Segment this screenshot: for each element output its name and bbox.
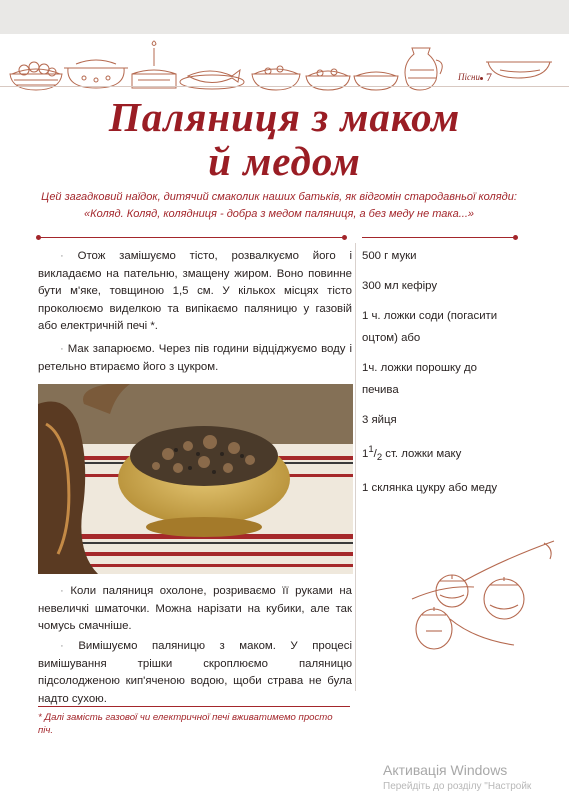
title-line-2: й медом [208,138,361,184]
page-top-border [0,0,569,34]
recipe-title [0,95,569,183]
header-rule [0,86,569,87]
windows-activation-title: Активація Windows [383,762,508,778]
ingredient-item: 500 г муки [362,250,417,262]
divider-left [38,237,343,238]
step-paragraph: · Мак запарюємо. Через пів години відціджуємо воду і ретельно втираємо його з цукром. [38,343,352,373]
poppy-sketch [404,519,564,674]
divider-dot-middle [342,235,347,240]
ingredients-list [362,245,512,507]
kitchenware-sketch [0,34,569,92]
ingredient-item: 1ч. ложки порошку до печива [362,362,477,396]
ingredient-item-fraction: $1^1/_2$ ст. ложки маку [362,444,462,464]
divider-right [362,237,516,238]
ingredient-item: 1 склянка цукру або меду [362,482,498,495]
footnote: * Далі замість газової чи електричної печі вживатимемо просто піч. [38,712,333,736]
dish-photo-illustration [38,384,353,574]
footnote-rule [38,706,350,707]
title-line-1: Паляниця з маком [108,94,461,140]
page-number: 7 [486,70,492,84]
column-separator [355,243,356,691]
windows-activation-subtitle: Перейдіть до розділу "Настройк [383,781,532,792]
step-paragraph: · Отож замішуємо тісто, розвалкуємо його і викладаємо на пательню, змащену жиром. Воно повинне бути м'яке, товщиною 1,5 см. У кількох місцях тісто проколюємо виделкою та випікаємо паляницю у газовій або електричній печі *. [38,250,352,333]
step-paragraph: · Вимішуємо паляницю з маком. У процесі вимішування трішки скроплюємо паляницю підсолодженою кип'яченою водою, щоби страва не була надто сухою. [38,640,352,705]
ingredient-item: 300 мл кефіру [362,280,438,292]
step-paragraph: · Коли паляниця охолоне, розриваємо її руками на невеличкі шматочки. Можна нарізати на кубики, але так чомусь смачніше. [38,585,352,633]
page-bullet [480,77,483,80]
section-label: Пісни [458,72,480,82]
ingredient-item: 3 яйця [362,414,397,426]
header-illustration [0,34,569,92]
recipe-intro: Цей загадковий наїдок, дитячий смаколик наших батьків, як відгомін стародавньої коляди: «Коляд. Коляд, колядниця - добра з медом паляниця, а без меду не така...» [41,191,517,220]
ingredient-item: 1 ч. ложки соди (погасити оцтом) або [362,310,498,344]
poppy-heads-drawing [404,519,564,669]
divider-dot-right [513,235,518,240]
dish-photo [38,384,353,574]
